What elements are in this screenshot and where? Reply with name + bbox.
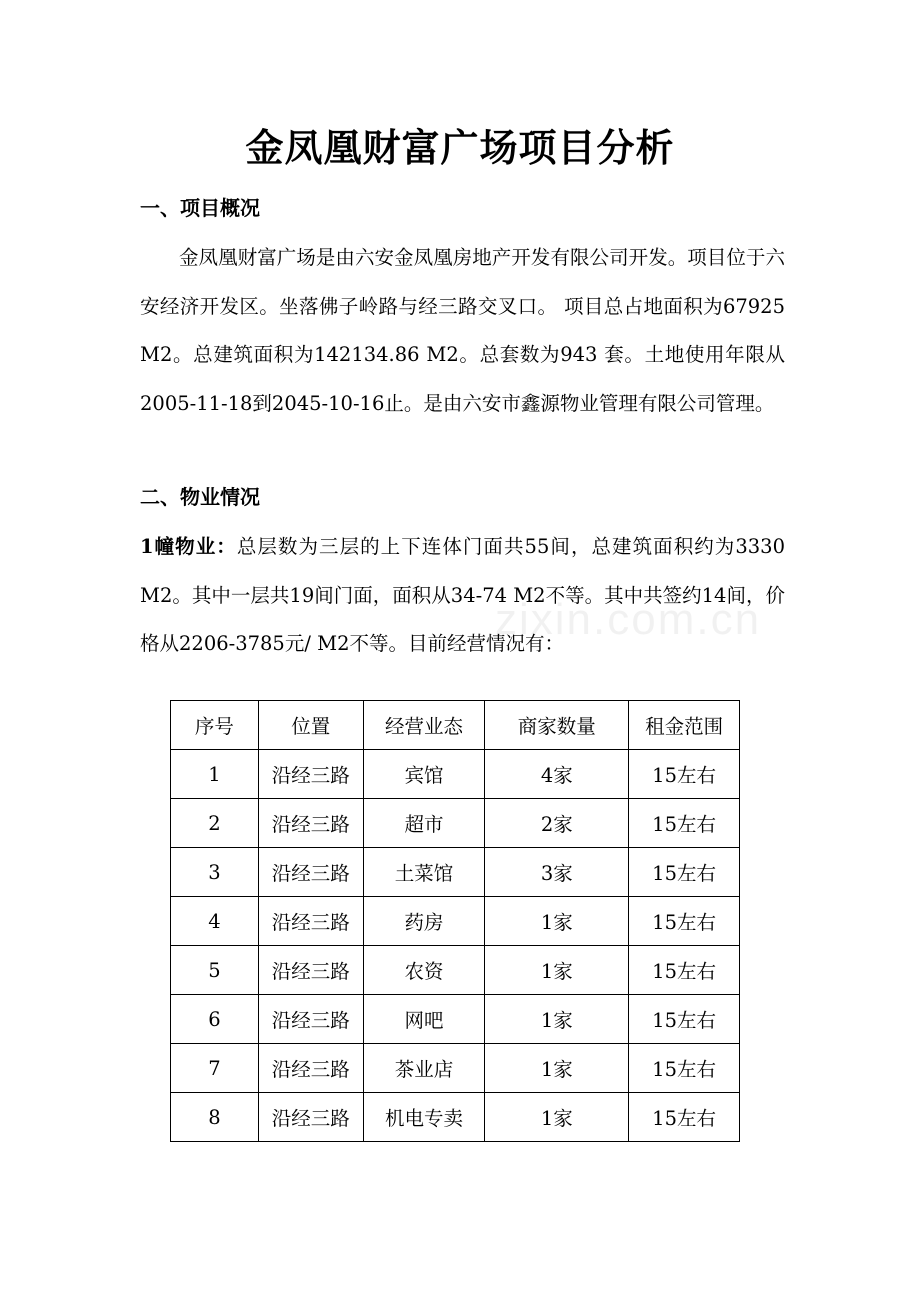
table-cell: 15左右 [629, 848, 740, 897]
table-cell: 5 [171, 946, 259, 995]
building-label: 1幢物业： [140, 535, 237, 558]
table-cell: 3 [171, 848, 259, 897]
table-cell: 1家 [485, 995, 629, 1044]
section-heading-property: 二、物业情况 [140, 485, 260, 509]
section-heading-overview: 一、项目概况 [140, 196, 260, 220]
table-cell: 沿经三路 [258, 750, 363, 799]
table-cell: 沿经三路 [258, 1044, 363, 1093]
table-cell: 15左右 [629, 897, 740, 946]
table-cell: 3家 [485, 848, 629, 897]
table-cell: 15左右 [629, 1044, 740, 1093]
table-header-row [171, 701, 740, 750]
page-title: 金凤凰财富广场项目分析 [245, 125, 675, 170]
table-row [171, 799, 740, 848]
table-cell: 2家 [485, 799, 629, 848]
table-cell: 1 [171, 750, 259, 799]
header-cell: 序号 [171, 701, 259, 750]
table-cell: 6 [171, 995, 259, 1044]
table-cell: 4 [171, 897, 259, 946]
table-cell: 沿经三路 [258, 799, 363, 848]
table-cell: 1家 [485, 946, 629, 995]
header-cell: 租金范围 [629, 701, 740, 750]
table-row [171, 1093, 740, 1142]
table-cell: 沿经三路 [258, 995, 363, 1044]
table-cell: 4家 [485, 750, 629, 799]
table-cell: 宾馆 [363, 750, 485, 799]
table-cell: 1家 [485, 897, 629, 946]
table-cell: 沿经三路 [258, 946, 363, 995]
property-description: 总层数为三层的上下连体门面共55间，总建筑面积约为3330 M2。其中一层共19间门面，面积从34-74 M2不等。其中共签约14间，价格从2206-3785元/ M2不等。目前经营情况有： [140, 535, 785, 656]
table-cell: 15左右 [629, 750, 740, 799]
table-cell: 机电专卖 [363, 1093, 485, 1142]
watermark: zixin.com.cn [495, 595, 762, 644]
table-row [171, 995, 740, 1044]
header-cell: 位置 [258, 701, 363, 750]
table-cell: 超市 [363, 799, 485, 848]
table-cell: 药房 [363, 897, 485, 946]
table-cell: 15左右 [629, 1093, 740, 1142]
table-cell: 网吧 [363, 995, 485, 1044]
table-row [171, 897, 740, 946]
table-cell: 1家 [485, 1044, 629, 1093]
table-cell: 农资 [363, 946, 485, 995]
header-cell: 经营业态 [363, 701, 485, 750]
business-table [170, 700, 740, 1142]
table-row [171, 1044, 740, 1093]
table-cell: 7 [171, 1044, 259, 1093]
table-cell: 沿经三路 [258, 1093, 363, 1142]
table-cell: 土菜馆 [363, 848, 485, 897]
table-row [171, 946, 740, 995]
table-cell: 2 [171, 799, 259, 848]
table-row [171, 750, 740, 799]
overview-paragraph: 金凤凰财富广场是由六安金凤凰房地产开发有限公司开发。项目位于六安经济开发区。坐落佛子岭路与经三路交叉口。 项目总占地面积为67925 M2。总建筑面积为142134.86 M2。总套数为943 套。土地使用年限从2005-11-18到2045-10-16止。是由六安市鑫源物业管理有限公司管理。 [140, 246, 785, 415]
property-paragraph [140, 523, 785, 669]
table-row [171, 848, 740, 897]
table-cell: 沿经三路 [258, 848, 363, 897]
header-cell: 商家数量 [485, 701, 629, 750]
table-cell: 15左右 [629, 946, 740, 995]
table-cell: 8 [171, 1093, 259, 1142]
table-cell: 茶业店 [363, 1044, 485, 1093]
table-cell: 15左右 [629, 799, 740, 848]
table-cell: 1家 [485, 1093, 629, 1142]
table-cell: 15左右 [629, 995, 740, 1044]
table-cell: 沿经三路 [258, 897, 363, 946]
